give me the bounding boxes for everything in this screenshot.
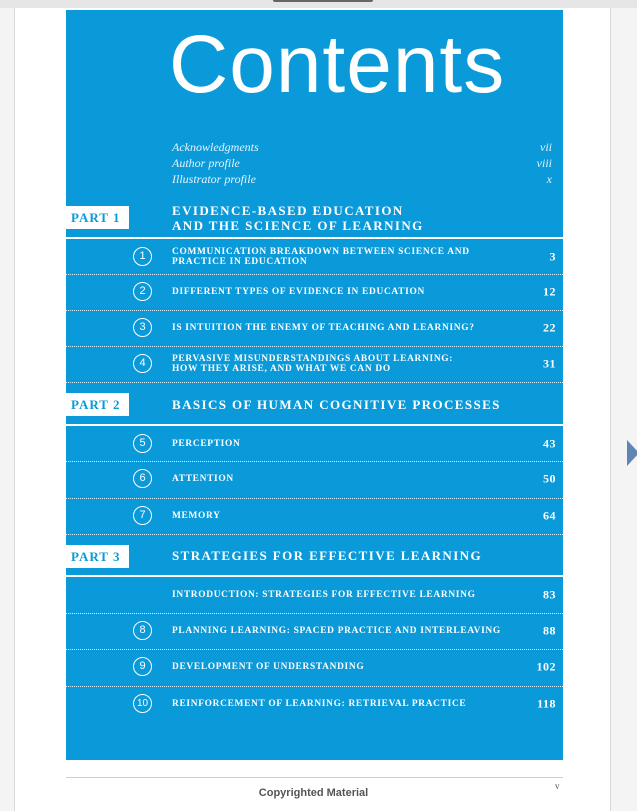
part-tag: PART 3 (65, 545, 129, 568)
chapter-row[interactable] (66, 577, 563, 613)
chapter-row[interactable] (66, 498, 563, 534)
front-matter-item[interactable] (172, 156, 552, 172)
chapter-title-line: DIFFERENT TYPES OF EVIDENCE IN EDUCATION (172, 287, 425, 297)
chapter-title (172, 662, 512, 672)
chapter-title-line: REINFORCEMENT OF LEARNING: RETRIEVAL PRACTICE (172, 699, 467, 709)
chapter-title-line: INTRODUCTION: STRATEGIES FOR EFFECTIVE LEARNING (172, 590, 476, 600)
chapter-number-badge: 10 (133, 694, 152, 713)
chapter-page: 31 (543, 356, 556, 371)
footer-divider (66, 777, 563, 778)
front-matter-label: Illustrator profile (172, 172, 256, 186)
chapter-number-badge: 6 (133, 469, 152, 488)
part-title (172, 397, 501, 412)
chapter-title (172, 247, 512, 267)
chapter-row[interactable] (66, 613, 563, 649)
chapter-title-line: PERCEPTION (172, 439, 241, 449)
chapter-title-line: ATTENTION (172, 474, 234, 484)
page-title: Contents (169, 19, 506, 110)
chapter-page: 22 (543, 320, 556, 335)
front-matter-label: Author profile (172, 156, 240, 170)
part-tag: PART 1 (65, 206, 129, 229)
chapter-title (172, 474, 512, 484)
chapter-number-badge: 1 (133, 247, 152, 266)
page-number: v (555, 781, 560, 791)
chapter-title (172, 590, 512, 600)
chapter-title (172, 511, 512, 521)
next-page-arrow-icon[interactable] (627, 440, 637, 466)
chapter-number-badge: 3 (133, 318, 152, 337)
chapter-page: 50 (543, 471, 556, 486)
chapter-number-badge: 7 (133, 506, 152, 525)
viewer-top-bar (0, 0, 637, 8)
chapter-title-line: PERVASIVE MISUNDERSTANDINGS ABOUT LEARNING: (172, 354, 454, 364)
part-title-line: STRATEGIES FOR EFFECTIVE LEARNING (172, 548, 482, 563)
chapter-title-line: IS INTUITION THE ENEMY OF TEACHING AND LEARNING? (172, 323, 475, 333)
chapter-row[interactable] (66, 686, 563, 722)
chapter-row[interactable] (66, 346, 563, 382)
chapter-number-badge: 5 (133, 434, 152, 453)
front-matter-page: viii (536, 156, 552, 170)
row-divider (66, 534, 563, 535)
front-matter-item[interactable] (172, 172, 552, 188)
part-title (172, 548, 482, 563)
chapter-row[interactable] (66, 274, 563, 310)
chapter-row[interactable] (66, 649, 563, 685)
chapter-page: 12 (543, 284, 556, 299)
chapter-title (172, 626, 512, 636)
chapter-row[interactable] (66, 239, 563, 275)
chapter-title-line: PRACTICE IN EDUCATION (172, 257, 308, 267)
front-matter-page: vii (540, 140, 552, 154)
chapter-page: 118 (537, 696, 556, 711)
chapter-number-badge: 8 (133, 621, 152, 640)
part-title-line: EVIDENCE-BASED EDUCATION (172, 203, 404, 218)
chapter-title (172, 287, 512, 297)
chapter-row[interactable] (66, 461, 563, 497)
part-title-line: AND THE SCIENCE OF LEARNING (172, 218, 424, 233)
chapter-page: 43 (543, 436, 556, 451)
chapter-page: 102 (536, 659, 556, 674)
front-matter-page: x (546, 172, 552, 186)
part-title-line: BASICS OF HUMAN COGNITIVE PROCESSES (172, 397, 501, 412)
chapter-title-line: PLANNING LEARNING: SPACED PRACTICE AND INTERLEAVING (172, 626, 501, 636)
chapter-page: 88 (543, 623, 556, 638)
chapter-page: 83 (543, 587, 556, 602)
front-matter-item[interactable] (172, 140, 552, 156)
front-matter-label: Acknowledgments (172, 140, 259, 154)
chapter-number-badge: 2 (133, 282, 152, 301)
part-title (172, 203, 424, 233)
row-divider (66, 382, 563, 383)
chapter-title (172, 439, 512, 449)
viewer-handle[interactable] (273, 0, 373, 2)
contents-panel (66, 10, 563, 760)
chapter-page: 64 (543, 508, 556, 523)
chapter-row[interactable] (66, 310, 563, 346)
book-page (14, 8, 611, 811)
chapter-title-line: MEMORY (172, 511, 221, 521)
chapter-title-line: HOW THEY ARISE, AND WHAT WE CAN DO (172, 364, 391, 374)
chapter-number-badge: 9 (133, 657, 152, 676)
copyright-notice: Copyrighted Material (258, 787, 369, 799)
chapter-title (172, 354, 512, 374)
part-tag: PART 2 (65, 393, 129, 416)
chapter-page: 3 (549, 249, 556, 264)
chapter-row[interactable] (66, 426, 563, 462)
chapter-title (172, 323, 512, 333)
chapter-title (172, 699, 512, 709)
chapter-title-line: DEVELOPMENT OF UNDERSTANDING (172, 662, 365, 672)
chapter-number-badge: 4 (133, 354, 152, 373)
chapter-title-line: COMMUNICATION BREAKDOWN BETWEEN SCIENCE AND (172, 247, 470, 257)
